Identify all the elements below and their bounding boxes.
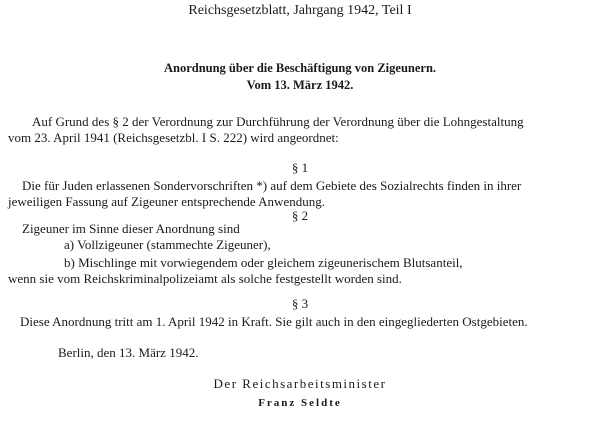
- section-heading: § 2: [291, 208, 309, 223]
- section-1-line: Die für Juden erlassenen Sondervorschriften *) auf dem Gebiete des Sozialrechts finden in ihrer: [22, 178, 522, 193]
- preamble-line: vom 23. April 1941 (Reichsgesetzbl. I S. 222) wird angeordnet:: [8, 130, 339, 145]
- section-1-line: jeweiligen Fassung auf Zigeuner entsprechende Anwendung.: [8, 194, 325, 209]
- place-date: Berlin, den 13. März 1942.: [58, 345, 199, 360]
- gazette-header: Reichsgesetzblatt, Jahrgang 1942, Teil I: [188, 3, 412, 18]
- signatory-name: Franz Seldte: [258, 397, 342, 409]
- section-3-line: Diese Anordnung tritt am 1. April 1942 in Kraft. Sie gilt auch in den eingegliederten Ostgebieten.: [20, 314, 528, 329]
- section-2-item-a: a) Vollzigeuner (stammechte Zigeuner),: [64, 237, 271, 252]
- document-date: Vom 13. März 1942.: [246, 78, 354, 92]
- section-heading: § 1: [291, 160, 309, 175]
- document-title: Anordnung über die Beschäftigung von Zigeunern.: [163, 61, 437, 75]
- preamble-line: Auf Grund des § 2 der Verordnung zur Durchführung der Verordnung über die Lohngestaltung: [32, 114, 524, 129]
- section-2-item-b: b) Mischlinge mit vorwiegendem oder gleichem zigeunerischem Blutsanteil,: [64, 255, 463, 270]
- section-heading: § 3: [291, 296, 309, 311]
- section-2-line: Zigeuner im Sinne dieser Anordnung sind: [22, 221, 240, 236]
- section-2-line: wenn sie vom Reichskriminalpolizeiamt als solche festgestellt worden sind.: [8, 271, 402, 286]
- signatory-title: Der Reichsarbeitsminister: [213, 376, 387, 391]
